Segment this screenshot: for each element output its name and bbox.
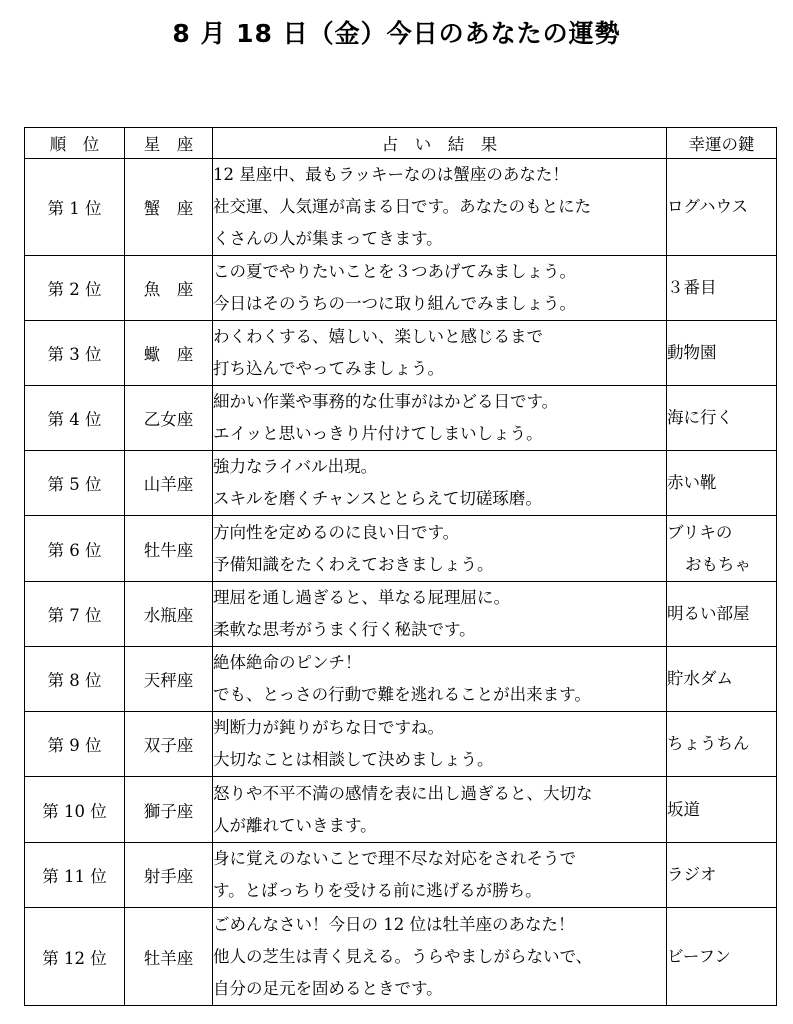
lucky-key-text: ビーフン [667,946,731,966]
rank-cell: 第 1 位 [25,159,125,256]
fortune-result-line: 細かい作業や事務的な仕事がはかどる日です。 [213,392,559,411]
table-row [25,256,777,321]
lucky-key-text: 海に行く [667,408,733,427]
rank-cell: 第 4 位 [25,386,125,451]
fortune-result-cell [213,159,667,256]
fortune-result-line: 打ち込んでやってみましょう。 [213,359,444,378]
lucky-key-text: 貯水ダム [667,669,733,688]
rank-cell: 第 8 位 [25,647,125,712]
lucky-key-cell [667,321,777,386]
fortune-result-line: くさんの人が集まってきます。 [213,229,443,248]
fortune-result-line: す。とばっちりを受ける前に逃げるが勝ち。 [213,881,542,900]
zodiac-sign-cell: 魚 座 [125,256,213,321]
fortune-result-cell [213,908,667,1006]
fortune-result-line: エイッと思いっきり片付けてしまいしょう。 [213,424,543,443]
lucky-key-text: 明るい部屋 [667,604,750,623]
fortune-result-line: 身に覚えのないことで理不尽な対応をされそうで [213,849,576,868]
lucky-key-text: 動物園 [667,343,717,362]
lucky-key-text: 赤い靴 [667,473,717,492]
fortune-result-line: 人が離れていきます。 [213,815,377,835]
table-row [25,516,777,582]
zodiac-sign-cell: 水瓶座 [125,582,213,647]
zodiac-sign-cell: 射手座 [125,843,213,908]
fortune-result-line: この夏でやりたいことを３つあげてみましょう。 [213,262,576,281]
rank-cell: 第 2 位 [25,256,125,321]
zodiac-sign-cell: 獅子座 [125,777,213,843]
lucky-key-cell [667,843,777,908]
fortune-result-cell [213,712,667,777]
table-row [25,386,777,451]
table-row [25,908,777,1006]
zodiac-sign-cell: 乙女座 [125,386,213,451]
fortune-result-line: 怒りや不平不満の感情を表に出し過ぎると、大切な [213,783,593,803]
table-row [25,843,777,908]
lucky-key-text: ちょうちん [667,734,750,753]
table-row [25,159,777,256]
fortune-result-cell [213,516,667,582]
fortune-result-line: 理屈を通し過ぎると、単なる屁理屈に。 [213,588,510,607]
fortune-result-line: 自分の足元を固めるときです。 [213,978,443,998]
lucky-key-cell [667,712,777,777]
table-row [25,712,777,777]
fortune-result-cell [213,386,667,451]
rank-cell: 第 6 位 [25,516,125,582]
fortune-result-cell [213,843,667,908]
lucky-key-text: ログハウス [667,197,749,216]
fortune-result-line: ごめんなさい！今日の 12 位は牡羊座のあなた！ [213,914,575,934]
lucky-key-cell [667,647,777,712]
zodiac-sign-cell: 山羊座 [125,451,213,516]
table-header-row [25,128,777,159]
fortune-result-line: 12 星座中、最もラッキーなのは蟹座のあなた！ [213,165,569,184]
rank-cell: 第 7 位 [25,582,125,647]
zodiac-sign-cell: 牡牛座 [125,516,213,582]
fortune-result-line: 今日はそのうちの一つに取り組んでみましょう。 [213,294,576,313]
table-row [25,321,777,386]
header-result: 占 い 結 果 [213,128,667,159]
fortune-result-line: でも、とっさの行動で難を逃れることが出来ます。 [213,685,591,704]
zodiac-sign-cell: 天秤座 [125,647,213,712]
fortune-result-line: 予備知識をたくわえておきましょう。 [213,554,494,574]
fortune-result-line: 方向性を定めるのに良い日です。 [213,522,460,542]
fortune-result-cell [213,647,667,712]
fortune-result-line: 強力なライバル出現。 [213,457,378,476]
lucky-key-text: ブリキの [667,522,733,542]
table-row [25,647,777,712]
zodiac-sign-cell: 蟹 座 [125,159,213,256]
fortune-result-line: 大切なことは相談して決めましょう。 [213,750,494,769]
fortune-result-cell [213,582,667,647]
lucky-key-cell [667,451,777,516]
fortune-result-line: 絶体絶命のピンチ！ [213,653,362,672]
lucky-key-text: ラジオ [667,865,717,884]
fortune-result-line: 柔軟な思考がうまく行く秘訣です。 [213,620,476,639]
zodiac-sign-cell: 双子座 [125,712,213,777]
lucky-key-text: 坂道 [667,799,700,819]
rank-cell: 第 10 位 [25,777,125,843]
zodiac-sign-cell: 蠍 座 [125,321,213,386]
table-row [25,451,777,516]
rank-cell: 第 5 位 [25,451,125,516]
fortune-table [24,127,777,1006]
lucky-key-text: おもちゃ [685,554,751,574]
header-rank: 順 位 [25,128,125,159]
page-title: 8 月 18 日（金）今日のあなたの運勢 [172,19,621,48]
fortune-result-cell [213,451,667,516]
rank-cell: 第 9 位 [25,712,125,777]
fortune-result-line: 社交運、人気運が高まる日です。あなたのもとにた [213,197,592,216]
fortune-result-line: スキルを磨くチャンスととらえて切磋琢磨。 [213,489,542,508]
zodiac-sign-cell: 牡羊座 [125,908,213,1006]
lucky-key-text: ３番目 [667,278,717,297]
lucky-key-cell [667,777,777,843]
lucky-key-cell [667,159,777,256]
rank-cell: 第 11 位 [25,843,125,908]
header-sign: 星 座 [125,128,213,159]
lucky-key-cell [667,908,777,1006]
rank-cell: 第 3 位 [25,321,125,386]
fortune-result-line: 判断力が鈍りがちな日ですね。 [213,718,444,737]
rank-cell: 第 12 位 [25,908,125,1006]
table-row [25,582,777,647]
header-key: 幸運の鍵 [667,128,777,159]
fortune-table-body [25,159,777,1006]
lucky-key-cell [667,386,777,451]
table-row [25,777,777,843]
fortune-result-cell [213,777,667,843]
fortune-result-line: 他人の芝生は青く見える。うらやましがらないで、 [213,946,593,966]
fortune-result-line: わくわくする、嬉しい、楽しいと感じるまで [213,327,543,346]
lucky-key-cell [667,256,777,321]
lucky-key-cell [667,516,777,582]
lucky-key-cell [667,582,777,647]
fortune-result-cell [213,321,667,386]
fortune-result-cell [213,256,667,321]
